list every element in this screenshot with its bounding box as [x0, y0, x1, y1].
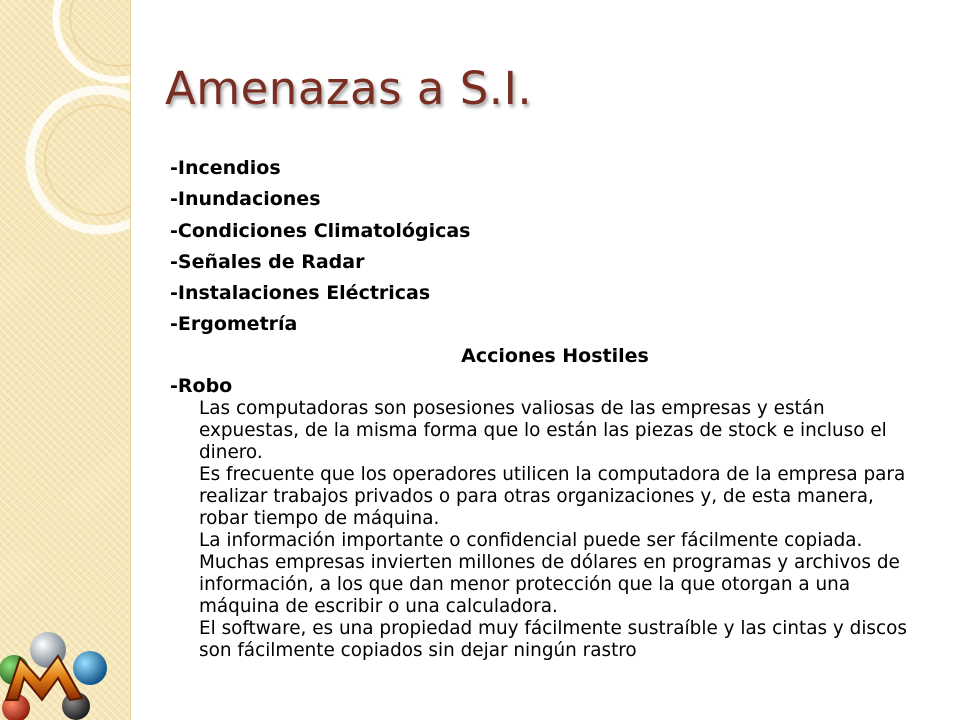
- sidebar-circles-icon: [0, 0, 130, 720]
- robo-paragraph: La información importante o confidencial puede ser fácilmente copiada. Muchas empresas invierten millones de dólares en programas y archivos de información, a los que dan menor protección que la que otorgan a una máquina de escribir o una calculadora.: [199, 530, 900, 618]
- bullet-item-incendios: -Incendios: [170, 157, 281, 179]
- robo-paragraph: Las computadoras son posesiones valiosas de las empresas y están expuestas, de la misma forma que lo están las piezas de stock e incluso el dinero.: [199, 398, 887, 464]
- bullet-item-robo: -Robo: [170, 375, 233, 398]
- bullet-item-inundaciones: -Inundaciones: [170, 188, 321, 211]
- bullet-item-ergometria: -Ergometría: [170, 313, 298, 336]
- bullet-item-condiciones-climatologicas: -Condiciones Climatológicas: [170, 219, 471, 242]
- robo-paragraph: El software, es una propiedad muy fácilmente sustraíble y las cintas y discos son fácilmente copiados sin dejar ningún rastro: [199, 618, 907, 662]
- robo-paragraph: Es frecuente que los operadores utilicen la computadora de la empresa para realizar trabajos privados o para otras organizaciones y, de esta manera, robar tiempo de máquina.: [199, 464, 906, 530]
- slide-title: Amenazas a S.I.: [165, 62, 533, 115]
- mana-m-logo-icon: [0, 628, 120, 720]
- decorative-sidebar: [0, 0, 131, 720]
- bullet-item-instalaciones-electricas: -Instalaciones Eléctricas: [170, 282, 431, 305]
- bullet-item-senales-radar: -Señales de Radar: [170, 250, 365, 273]
- slide-content: [170, 153, 940, 662]
- section-subheading: Acciones Hostiles: [461, 344, 649, 367]
